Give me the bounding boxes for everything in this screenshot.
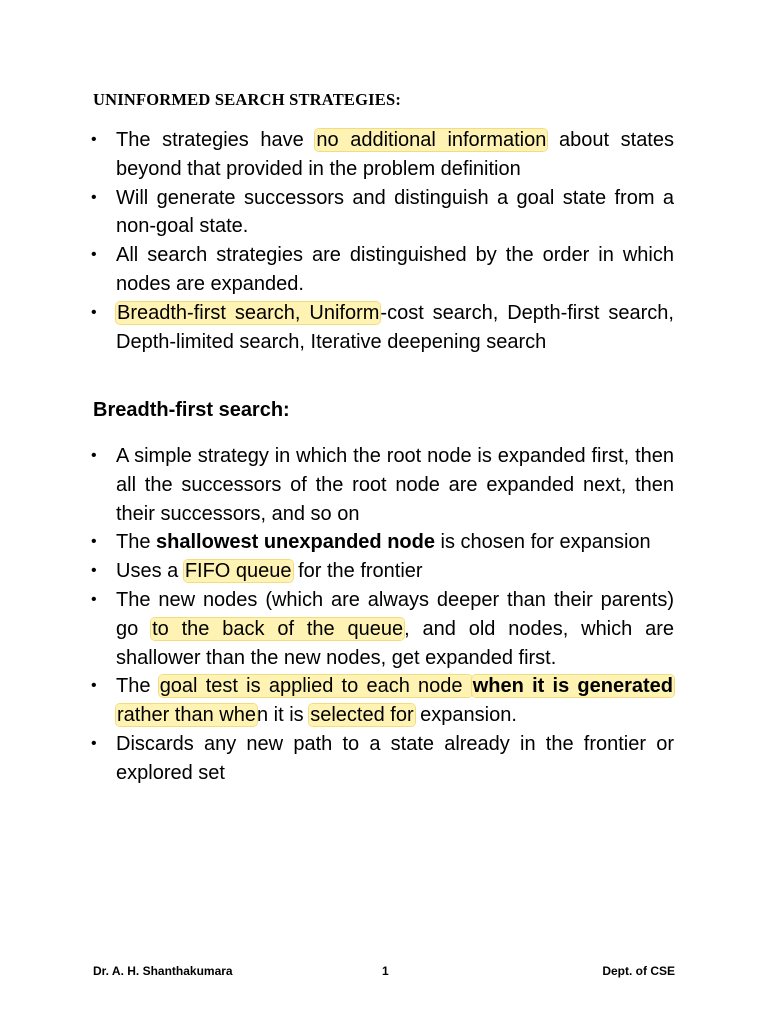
bullet-icon: • [91, 188, 97, 206]
list-item: • Breadth-first search, Uniform-cost search, Depth-first search, Depth-limited search, Iterative deepening search [116, 299, 674, 357]
highlight: rather than whe [117, 704, 256, 727]
highlight-bold: when it is generated [472, 675, 673, 698]
bullet-icon: • [91, 303, 97, 321]
highlight: no additional information [316, 129, 547, 151]
list-item: • All search strategies are distinguished by the order in which nodes are expanded. [116, 241, 674, 299]
list-item: • The new nodes (which are always deeper than their parents) go to the back of the queue, and old nodes, which are shallower than the new nodes, get expanded first. [116, 586, 674, 672]
highlight: FIFO queue [184, 560, 292, 583]
list-item: • The goal test is applied to each node when it is generated rather than when it is selected for expansion. [116, 672, 674, 730]
bullet-icon: • [91, 131, 97, 148]
bullet-icon: • [91, 246, 97, 264]
highlight: Breadth-first search, Uniform [117, 301, 380, 324]
bullet-icon: • [91, 590, 97, 608]
list-item: • Discards any new path to a state already in the frontier or explored set [116, 730, 674, 788]
bullet-icon: • [91, 447, 97, 464]
list-item: • Will generate successors and distinguish a goal state from a non-goal state. [116, 184, 674, 242]
list-item: • A simple strategy in which the root node is expanded first, then all the successors of the root node are expanded next, then their successors, and so on [116, 442, 674, 528]
list-item: • The shallowest unexpanded node is chosen for expansion [116, 528, 674, 557]
bullet-icon: • [91, 562, 97, 580]
list-item: • Uses a FIFO queue for the frontier [116, 557, 674, 586]
highlight: goal test is applied to each node [159, 675, 471, 698]
footer-department: Dept. of CSE [602, 964, 675, 978]
bullet-icon: • [91, 734, 97, 752]
footer-page-number: 1 [382, 964, 389, 978]
bfs-bullet-list [0, 442, 674, 788]
highlight: to the back of the queue [152, 617, 404, 640]
bullet-icon: • [91, 677, 97, 695]
footer-author: Dr. A. H. Shanthakumara [93, 964, 233, 978]
section-heading: Breadth-first search: [93, 399, 290, 421]
intro-bullet-list [0, 126, 674, 356]
list-item: • The strategies have no additional information about states beyond that provided in the problem definition [116, 126, 674, 184]
bold-text: shallowest unexpanded node [156, 531, 435, 554]
bullet-icon: • [91, 533, 97, 551]
highlight: selected for [310, 704, 414, 727]
page-title: UNINFORMED SEARCH STRATEGIES: [93, 90, 402, 109]
